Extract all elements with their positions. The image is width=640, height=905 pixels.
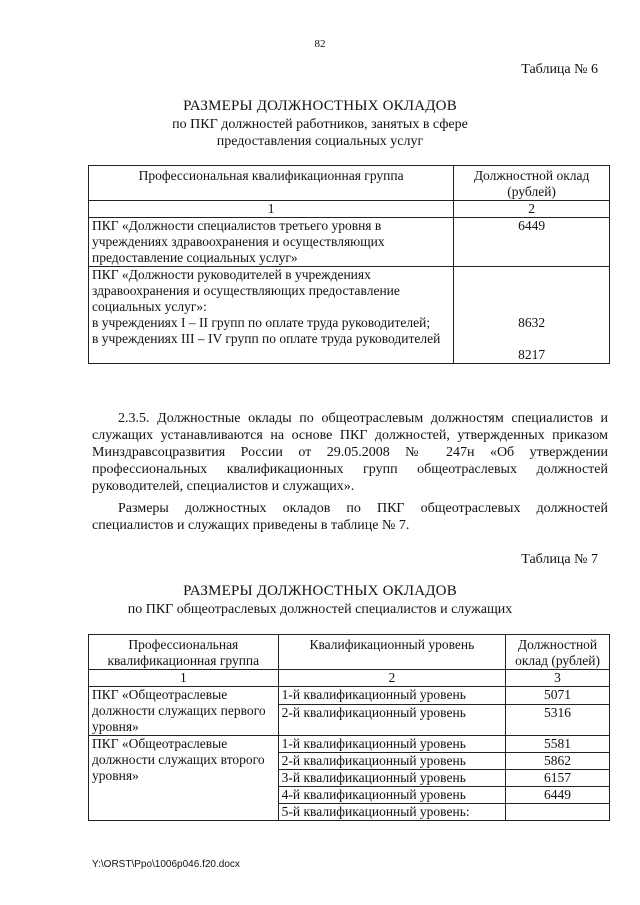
table6-row2-sub2: в учреждениях III – IV групп по оплате труда руководителей [92,331,441,346]
table7-col-number: 2 [278,670,505,687]
table6-header-salary: Должностной оклад (рублей) [454,166,610,201]
table6-title: РАЗМЕРЫ ДОЛЖНОСТНЫХ ОКЛАДОВ [183,98,457,114]
table7-salary [506,804,610,821]
table6-row1-salary: 6449 [454,218,610,267]
table7-level: 1-й квалификационный уровень [278,736,505,753]
table6-row1-group: ПКГ «Должности специалистов третьего уровня в учреждениях здравоохранения и осуществляющих предоставление социальных услуг» [89,218,454,267]
table7-header-group: Профессиональная квалификационная группа [89,635,279,670]
table6-row2-group-cell [89,267,454,364]
table6-header-row [89,166,610,201]
table7-number-row [89,670,610,687]
table-row [89,687,610,705]
table7-group2-name: ПКГ «Общеотраслевые должности служащих второго уровня» [89,736,279,821]
table7-header-salary: Должностной оклад (рублей) [506,635,610,670]
table7-label: Таблица № 7 [521,552,598,567]
page-number: 82 [314,38,326,50]
table7-salary: 6157 [506,770,610,787]
table6-subtitle-1: по ПКГ должностей работников, занятых в сфере [172,117,468,132]
paragraph-2-3-5: 2.3.5. Должностные оклады по общеотраслевым должностям специалистов и служащих устанавливаются на основе ПКГ должностей, утвержденных приказом Минздравсоцразвития России от 29.05.2008 № 247н «Об утверждении профессиональных квалификационных групп общеотраслевых должностей руководителей, специалистов и служащих». [92,411,608,494]
table6-row2-group: ПКГ «Должности руководителей в учреждениях здравоохранения и осуществляющих предоставление социальных услуг»: [92,267,400,314]
table6-col-number: 1 [89,201,454,218]
table7-salary: 5862 [506,753,610,770]
table6-row2-salary-cell [454,267,610,364]
table7-header-level: Квалификационный уровень [278,635,505,670]
table7-level: 5-й квалификационный уровень: [278,804,505,821]
table6-row2-salary2: 8217 [518,347,546,362]
table7-salary: 5581 [506,736,610,753]
paragraph-table7-intro: Размеры должностных окладов по ПКГ общеотраслевых должностей специалистов и служащих приведены в таблице № 7. [92,501,608,533]
table-row [89,267,610,364]
table7-subtitle: по ПКГ общеотраслевых должностей специалистов и служащих [127,602,513,617]
table6-col-number: 2 [454,201,610,218]
table-row [89,218,610,267]
table7-salary: 5071 [506,687,610,705]
table6 [88,165,610,364]
table7-salary: 5316 [506,705,610,736]
table7-col-number: 1 [89,670,279,687]
table7-level: 4-й квалификационный уровень [278,787,505,804]
table6-header-group: Профессиональная квалификационная группа [89,166,454,201]
table7-level: 1-й квалификационный уровень [278,687,505,705]
table6-row2-salary1: 8632 [518,315,546,330]
table7-salary: 6449 [506,787,610,804]
table7-header-row [89,635,610,670]
table7 [88,634,610,821]
table7-level: 2-й квалификационный уровень [278,705,505,736]
table7-col-number: 3 [506,670,610,687]
table6-label: Таблица № 6 [521,62,598,77]
table6-number-row [89,201,610,218]
table7-group1-name: ПКГ «Общеотраслевые должности служащих первого уровня» [89,687,279,736]
table-row [89,736,610,753]
table7-title: РАЗМЕРЫ ДОЛЖНОСТНЫХ ОКЛАДОВ [183,583,457,599]
table7-level: 2-й квалификационный уровень [278,753,505,770]
footer-file-path: Y:\ORST\Ppo\1006p046.f20.docx [92,859,240,870]
table6-row2-sub1: в учреждениях I – II групп по оплате труда руководителей; [92,315,431,330]
table7-level: 3-й квалификационный уровень [278,770,505,787]
table6-subtitle-2: предоставления социальных услуг [216,134,424,149]
